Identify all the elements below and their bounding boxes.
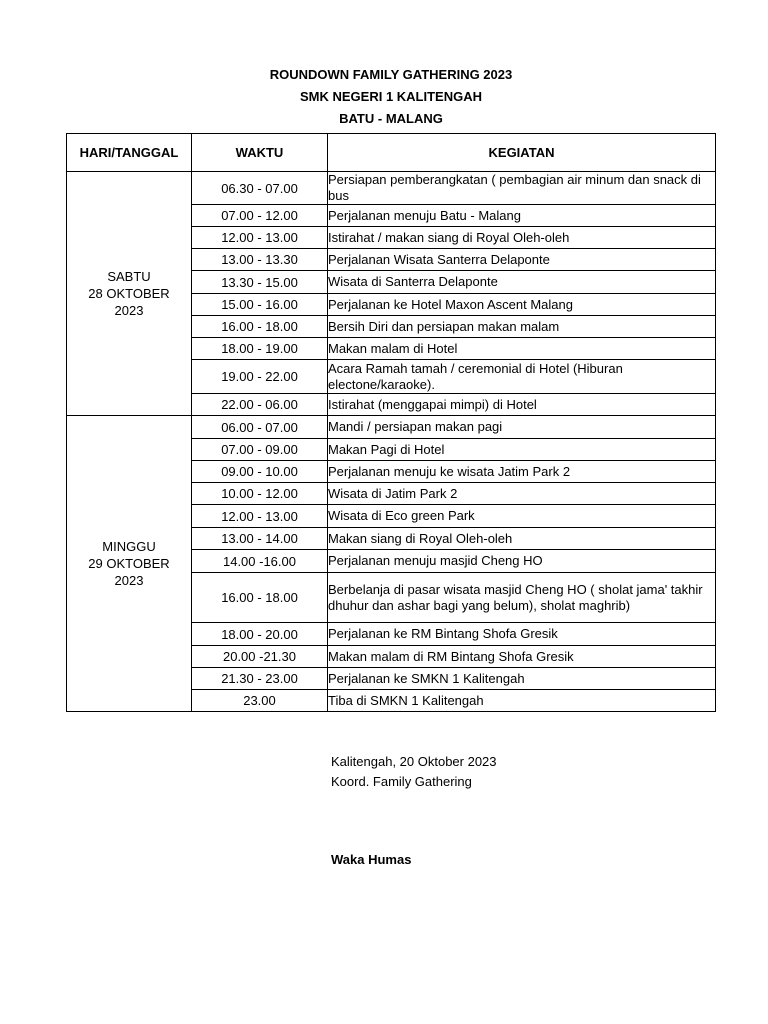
day-cell [67, 172, 192, 416]
title-line-1: ROUNDOWN FAMILY GATHERING 2023 [269, 67, 513, 82]
table-header-row [67, 134, 716, 172]
time-cell: 19.00 - 22.00 [192, 360, 328, 394]
document-title [0, 64, 768, 130]
time-cell: 10.00 - 12.00 [192, 483, 328, 505]
signature-place-date: Kalitengah, 20 Oktober 2023 [331, 754, 497, 769]
header-time: WAKTU [192, 134, 328, 172]
activity-cell: Perjalanan menuju Batu - Malang [328, 205, 716, 227]
signature-block [331, 752, 497, 870]
signature-role: Waka Humas [331, 852, 412, 867]
time-cell: 16.00 - 18.00 [192, 316, 328, 338]
activity-cell: Perjalanan ke RM Bintang Shofa Gresik [328, 623, 716, 646]
activity-cell: Makan Pagi di Hotel [328, 439, 716, 461]
time-cell: 20.00 -21.30 [192, 646, 328, 668]
activity-cell: Wisata di Eco green Park [328, 505, 716, 528]
header-day: HARI/TANGGAL [67, 134, 192, 172]
activity-cell: Acara Ramah tamah / ceremonial di Hotel (Hiburan electone/karaoke). [328, 360, 716, 394]
table-row [67, 416, 716, 439]
title-line-2: SMK NEGERI 1 KALITENGAH [299, 89, 482, 104]
time-cell: 13.00 - 13.30 [192, 249, 328, 271]
day-date: 29 OKTOBER [88, 556, 170, 571]
activity-cell: Perjalanan menuju ke wisata Jatim Park 2 [328, 461, 716, 483]
time-cell: 23.00 [192, 690, 328, 712]
activity-cell: Tiba di SMKN 1 Kalitengah [328, 690, 716, 712]
time-cell: 12.00 - 13.00 [192, 505, 328, 528]
activity-cell: Perjalanan menuju masjid Cheng HO [328, 550, 716, 573]
day-year: 2023 [114, 303, 144, 318]
activity-cell: Bersih Diri dan persiapan makan malam [328, 316, 716, 338]
time-cell: 06.00 - 07.00 [192, 416, 328, 439]
day-date: 28 OKTOBER [88, 286, 170, 301]
time-cell: 18.00 - 20.00 [192, 623, 328, 646]
time-cell: 21.30 - 23.00 [192, 668, 328, 690]
day-day: SABTU [107, 269, 151, 284]
activity-cell: Makan siang di Royal Oleh-oleh [328, 528, 716, 550]
time-cell: 22.00 - 06.00 [192, 394, 328, 416]
activity-cell: Mandi / persiapan makan pagi [328, 416, 716, 439]
time-cell: 14.00 -16.00 [192, 550, 328, 573]
day-day: MINGGU [102, 539, 156, 554]
activity-cell: Berbelanja di pasar wisata masjid Cheng HO ( sholat jama' takhir dhuhur dan ashar bagi yang belum), sholat maghrib) [328, 573, 716, 623]
activity-cell: Makan malam di Hotel [328, 338, 716, 360]
activity-cell: Perjalanan ke SMKN 1 Kalitengah [328, 668, 716, 690]
activity-cell: Wisata di Santerra Delaponte [328, 271, 716, 294]
schedule-body [67, 172, 716, 712]
day-year: 2023 [114, 573, 144, 588]
time-cell: 06.30 - 07.00 [192, 172, 328, 205]
day-cell [67, 416, 192, 712]
activity-cell: Istirahat (menggapai mimpi) di Hotel [328, 394, 716, 416]
time-cell: 15.00 - 16.00 [192, 294, 328, 316]
table-row [67, 172, 716, 205]
activity-cell: Makan malam di RM Bintang Shofa Gresik [328, 646, 716, 668]
activity-cell: Perjalanan ke Hotel Maxon Ascent Malang [328, 294, 716, 316]
time-cell: 18.00 - 19.00 [192, 338, 328, 360]
time-cell: 07.00 - 12.00 [192, 205, 328, 227]
time-cell: 13.00 - 14.00 [192, 528, 328, 550]
activity-cell: Istirahat / makan siang di Royal Oleh-oleh [328, 227, 716, 249]
time-cell: 16.00 - 18.00 [192, 573, 328, 623]
time-cell: 09.00 - 10.00 [192, 461, 328, 483]
activity-cell: Persiapan pemberangkatan ( pembagian air minum dan snack di bus [328, 172, 716, 205]
header-activity: KEGIATAN [328, 134, 716, 172]
schedule-table [66, 133, 716, 712]
activity-cell: Wisata di Jatim Park 2 [328, 483, 716, 505]
signature-coordinator: Koord. Family Gathering [331, 774, 472, 789]
time-cell: 07.00 - 09.00 [192, 439, 328, 461]
activity-cell: Perjalanan Wisata Santerra Delaponte [328, 249, 716, 271]
title-line-3: BATU - MALANG [339, 111, 443, 126]
time-cell: 13.30 - 15.00 [192, 271, 328, 294]
time-cell: 12.00 - 13.00 [192, 227, 328, 249]
